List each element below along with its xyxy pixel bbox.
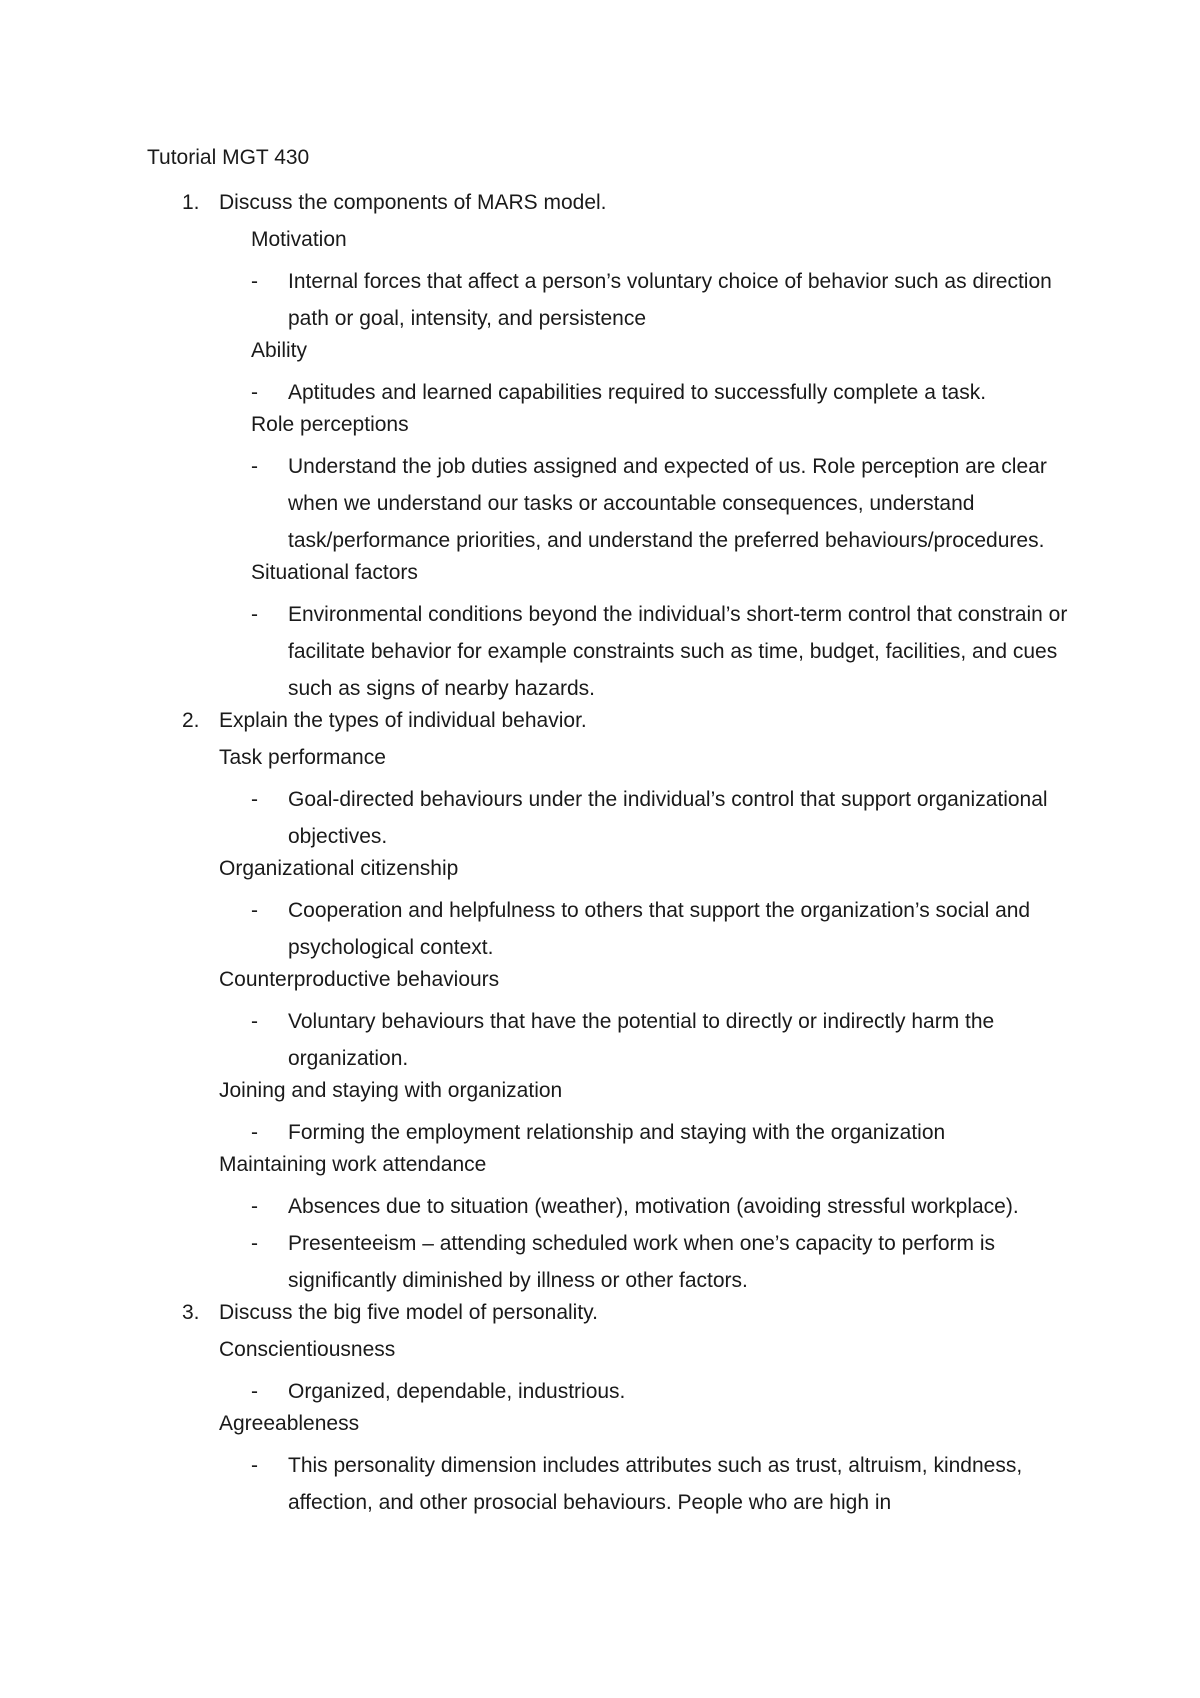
bullet-item <box>0 374 1200 411</box>
dash-marker: - <box>251 1121 258 1144</box>
section-heading: Ability <box>251 339 308 362</box>
dash-marker: - <box>251 788 258 811</box>
section-heading: Motivation <box>251 228 347 251</box>
bullet-text: Environmental conditions beyond the individual’s short-term control that constrain or facilitate behavior for example constraints such as time, budget, facilities, and cues such as signs of nearby hazards. <box>288 603 1068 700</box>
section-heading: Conscientiousness <box>219 1338 396 1361</box>
section-heading: Task performance <box>219 746 386 769</box>
dash-marker: - <box>251 455 258 478</box>
bullet-item <box>0 1114 1200 1151</box>
question-number: 1. <box>182 191 200 214</box>
section-heading: Agreeableness <box>219 1412 360 1435</box>
bullet-item <box>0 448 1200 559</box>
bullet-text: Forming the employment relationship and staying with the organization <box>288 1121 946 1144</box>
bullet-item <box>0 1225 1200 1299</box>
bullet-text: Understand the job duties assigned and expected of us. Role perception are clear when we understand our tasks or accountable consequences, understand task/performance priorities, and understand the preferred behaviours/procedures. <box>288 455 1047 552</box>
bullet-text: Voluntary behaviours that have the potential to directly or indirectly harm the organization. <box>288 1010 995 1070</box>
bullet-item <box>0 1447 1200 1521</box>
section-heading: Counterproductive behaviours <box>219 968 500 991</box>
bullet-item <box>0 781 1200 855</box>
document-title: Tutorial MGT 430 <box>147 146 310 169</box>
dash-marker: - <box>251 1380 258 1403</box>
dash-marker: - <box>251 1454 258 1477</box>
bullet-item <box>0 596 1200 707</box>
bullet-text: Internal forces that affect a person’s voluntary choice of behavior such as direction path or goal, intensity, and persistence <box>288 270 1052 330</box>
section-heading: Joining and staying with organization <box>219 1079 563 1102</box>
section-heading: Maintaining work attendance <box>219 1153 487 1176</box>
bullet-text: Goal-directed behaviours under the individual’s control that support organizational objectives. <box>288 788 1048 848</box>
dash-marker: - <box>251 270 258 293</box>
dash-marker: - <box>251 381 258 404</box>
bullet-text: Absences due to situation (weather), motivation (avoiding stressful workplace). <box>288 1195 1019 1218</box>
dash-marker: - <box>251 899 258 922</box>
document-body <box>0 189 1200 1521</box>
bullet-item <box>0 1003 1200 1077</box>
question-number: 2. <box>182 709 200 732</box>
question-3 <box>0 1299 1200 1336</box>
question-1 <box>0 189 1200 226</box>
bullet-text: Presenteeism – attending scheduled work when one’s capacity to perform is significantly diminished by illness or other factors. <box>288 1232 995 1292</box>
question-2 <box>0 707 1200 744</box>
section-heading: Role perceptions <box>251 413 409 436</box>
bullet-item <box>0 1373 1200 1410</box>
dash-marker: - <box>251 1010 258 1033</box>
bullet-item <box>0 263 1200 337</box>
bullet-text: Aptitudes and learned capabilities required to successfully complete a task. <box>288 381 987 404</box>
dash-marker: - <box>251 603 258 626</box>
bullet-item <box>0 892 1200 966</box>
question-number: 3. <box>182 1301 200 1324</box>
bullet-text: Cooperation and helpfulness to others that support the organization’s social and psychological context. <box>288 899 1031 959</box>
dash-marker: - <box>251 1195 258 1218</box>
question-text: Discuss the big five model of personality. <box>219 1301 598 1324</box>
question-text: Explain the types of individual behavior. <box>219 709 587 732</box>
question-text: Discuss the components of MARS model. <box>219 191 607 214</box>
bullet-item <box>0 1188 1200 1225</box>
bullet-text: This personality dimension includes attributes such as trust, altruism, kindness, affection, and other prosocial behaviours. People who are high in <box>288 1454 1023 1514</box>
dash-marker: - <box>251 1232 258 1255</box>
section-heading: Organizational citizenship <box>219 857 459 880</box>
bullet-text: Organized, dependable, industrious. <box>288 1380 626 1403</box>
section-heading: Situational factors <box>251 561 418 584</box>
